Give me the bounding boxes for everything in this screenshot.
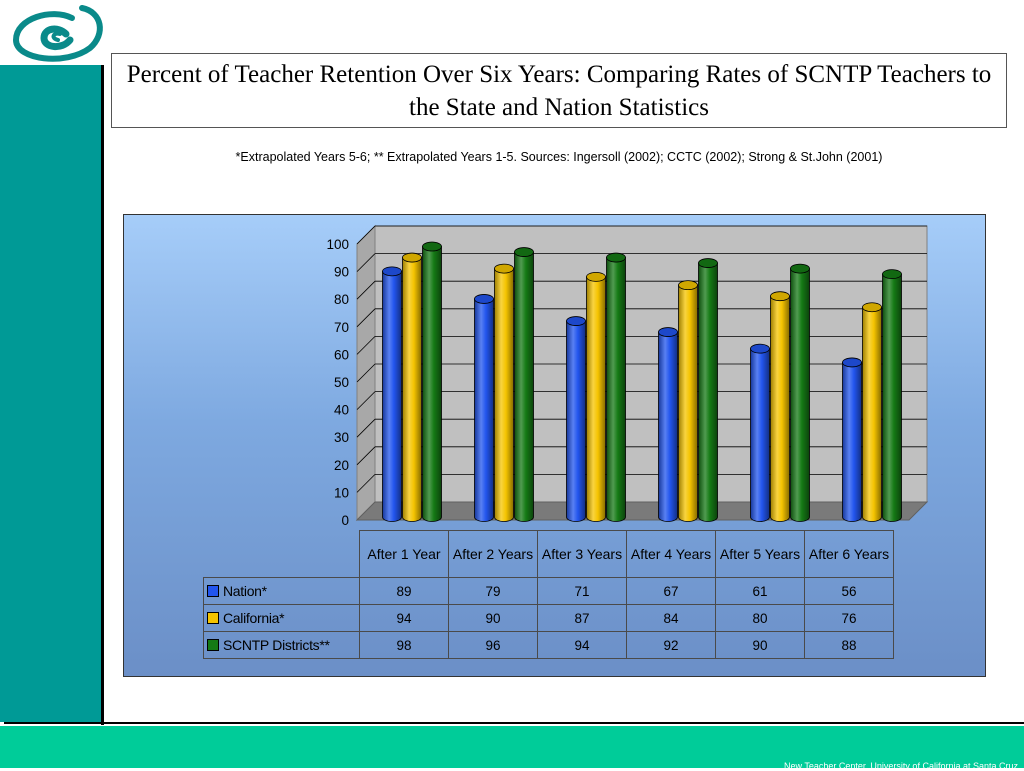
bar bbox=[863, 307, 882, 521]
table-row-california bbox=[204, 605, 894, 632]
data-cell: 79 bbox=[449, 578, 538, 605]
data-cell: 96 bbox=[449, 632, 538, 659]
y-tick-label: 90 bbox=[333, 264, 349, 280]
category-label: After 1 Year bbox=[360, 531, 449, 578]
bar bbox=[567, 321, 586, 521]
bar-top bbox=[791, 264, 810, 273]
bar-top bbox=[475, 294, 494, 303]
bar-top bbox=[863, 303, 882, 312]
bar-top bbox=[383, 267, 402, 276]
legend-entry-scntp bbox=[204, 632, 360, 659]
footer-band bbox=[0, 726, 1024, 771]
sources-note: *Extrapolated Years 5-6; ** Extrapolated Years 1-5. Sources: Ingersoll (2002); CCTC (2002); Strong & St.John (2001) bbox=[235, 150, 883, 164]
category-label: After 2 Years bbox=[449, 531, 538, 578]
bar-top bbox=[771, 292, 790, 301]
table-header-row bbox=[204, 531, 894, 578]
data-cell: 94 bbox=[538, 632, 627, 659]
data-cell: 87 bbox=[538, 605, 627, 632]
bar bbox=[791, 269, 810, 522]
data-cell: 94 bbox=[360, 605, 449, 632]
bar bbox=[515, 252, 534, 521]
y-tick-label: 10 bbox=[333, 485, 349, 501]
data-cell: 67 bbox=[627, 578, 716, 605]
y-tick-label: 40 bbox=[333, 402, 349, 418]
y-tick-label: 60 bbox=[333, 347, 349, 363]
bar bbox=[383, 271, 402, 521]
bar-top bbox=[607, 253, 626, 262]
data-cell: 92 bbox=[627, 632, 716, 659]
y-tick-label: 70 bbox=[333, 319, 349, 335]
bar-top bbox=[403, 253, 422, 262]
title-box bbox=[111, 53, 1007, 128]
bar bbox=[843, 362, 862, 521]
bar-top bbox=[423, 242, 442, 251]
bar bbox=[475, 299, 494, 522]
data-cell: 71 bbox=[538, 578, 627, 605]
bar bbox=[423, 247, 442, 522]
bar-top bbox=[495, 264, 514, 273]
bottom-divider-line bbox=[4, 722, 1024, 724]
data-cell: 98 bbox=[360, 632, 449, 659]
legend-entry-california bbox=[204, 605, 360, 632]
table-corner bbox=[204, 531, 360, 578]
y-tick-label: 30 bbox=[333, 430, 349, 446]
series-name: SCNTP Districts** bbox=[223, 637, 330, 653]
bar bbox=[699, 263, 718, 521]
y-tick-label: 0 bbox=[341, 513, 349, 528]
left-divider-line bbox=[101, 65, 104, 725]
y-tick-label: 20 bbox=[333, 457, 349, 473]
category-label: After 4 Years bbox=[627, 531, 716, 578]
data-cell: 88 bbox=[805, 632, 894, 659]
y-tick-label: 50 bbox=[333, 375, 349, 390]
bar-top bbox=[659, 328, 678, 337]
bar-top bbox=[515, 248, 534, 257]
category-label: After 3 Years bbox=[538, 531, 627, 578]
bar bbox=[883, 274, 902, 521]
data-cell: 56 bbox=[805, 578, 894, 605]
data-cell: 90 bbox=[716, 632, 805, 659]
legend-entry-nation bbox=[204, 578, 360, 605]
legend-swatch-icon bbox=[207, 639, 219, 651]
bar-top bbox=[751, 344, 770, 353]
bar bbox=[751, 349, 770, 522]
bar-top bbox=[883, 270, 902, 279]
bar bbox=[659, 332, 678, 521]
data-cell: 61 bbox=[716, 578, 805, 605]
category-label: After 6 Years bbox=[805, 531, 894, 578]
data-cell: 89 bbox=[360, 578, 449, 605]
y-tick-label: 80 bbox=[333, 292, 349, 308]
bar bbox=[607, 258, 626, 522]
bar-top bbox=[679, 281, 698, 290]
legend-swatch-icon bbox=[207, 612, 219, 624]
series-name: Nation* bbox=[223, 583, 267, 599]
legend-swatch-icon bbox=[207, 585, 219, 597]
bar bbox=[587, 277, 606, 522]
bar bbox=[771, 296, 790, 521]
left-sidebar-band bbox=[0, 65, 101, 722]
data-cell: 80 bbox=[716, 605, 805, 632]
data-cell: 76 bbox=[805, 605, 894, 632]
bar bbox=[403, 258, 422, 522]
plot-floor bbox=[357, 502, 927, 520]
series-name: California* bbox=[223, 610, 285, 626]
table-row-scntp bbox=[204, 632, 894, 659]
swirl-logo-icon bbox=[6, 4, 112, 66]
bar bbox=[679, 285, 698, 521]
page-title: Percent of Teacher Retention Over Six Years: Comparing Rates of SCNTP Teachers to the State and Nation Statistics bbox=[126, 60, 992, 121]
y-tick-label: 100 bbox=[326, 237, 349, 252]
bar-top bbox=[843, 358, 862, 367]
category-label: After 5 Years bbox=[716, 531, 805, 578]
data-table bbox=[203, 530, 894, 659]
data-cell: 84 bbox=[627, 605, 716, 632]
bar-top bbox=[587, 272, 606, 281]
data-cell: 90 bbox=[449, 605, 538, 632]
bar-top bbox=[567, 317, 586, 326]
table-row-nation bbox=[204, 578, 894, 605]
footer-text: New Teacher Center, University of California at Santa Cruz bbox=[784, 761, 1018, 771]
bar bbox=[495, 269, 514, 522]
bar-top bbox=[699, 259, 718, 268]
